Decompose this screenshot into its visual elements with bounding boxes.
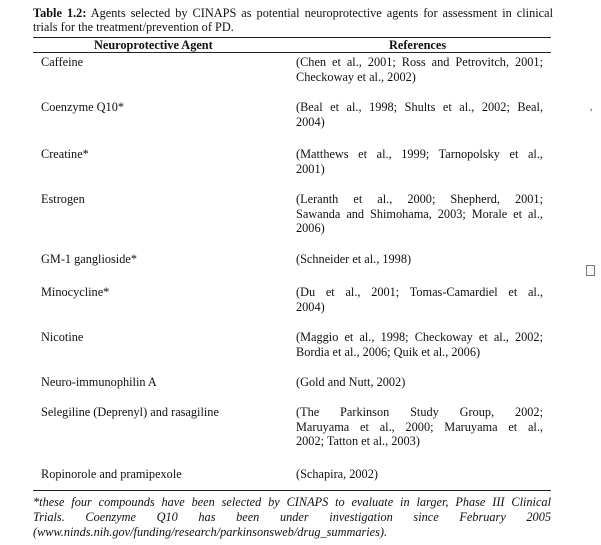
agent-cell: Coenzyme Q10* (41, 100, 124, 114)
table-footnote (33, 495, 551, 540)
column-header-references: References (389, 38, 447, 52)
footer-rule (33, 490, 551, 491)
right-margin-mark: , (590, 102, 593, 112)
reference-line: Sawanda and Shimohama, 2003; Morale et al., (296, 206, 543, 221)
reference-line: (Leranth et al., 2000; Shepherd, 2001; (296, 192, 543, 206)
reference-line: Maruyama et al., 2000; Maruyama et al., (296, 419, 543, 434)
agent-cell: Minocycline* (41, 285, 110, 299)
references-cell (296, 405, 543, 449)
reference-line: (Gold and Nutt, 2002) (296, 375, 406, 389)
references-cell (296, 252, 543, 267)
reference-line: (The Parkinson Study Group, 2002; (296, 405, 543, 419)
reference-line: 2004) (296, 299, 325, 314)
header-bottom-rule (33, 52, 551, 53)
reference-line: (Matthews et al., 1999; Tarnopolsky et al., (296, 147, 543, 161)
reference-line: (Du et al., 2001; Tomas-Camardiel et al., (296, 285, 543, 299)
references-cell (296, 330, 543, 359)
column-header-agent: Neuroprotective Agent (94, 38, 213, 52)
reference-line: 2002; Tatton et al., 2003) (296, 434, 420, 448)
references-cell (296, 147, 543, 176)
reference-line: 2001) (296, 161, 325, 176)
references-cell (296, 100, 543, 129)
agent-cell: Ropinorole and pramipexole (41, 467, 182, 481)
reference-line: 2004) (296, 114, 325, 129)
references-cell (296, 192, 543, 236)
agent-cell: Estrogen (41, 192, 85, 206)
footnote-line: (www.ninds.nih.gov/funding/research/parkinsonsweb/drug_summaries). (33, 525, 388, 539)
reference-line: (Maggio et al., 1998; Checkoway et al., 2002; (296, 330, 543, 344)
footnote-line: Trials. Coenzyme Q10 has been under investigation since February 2005 (33, 510, 551, 524)
reference-line: (Beal et al., 1998; Shults et al., 2002; Beal, (296, 100, 543, 114)
reference-line: Bordia et al., 2006; Quik et al., 2006) (296, 344, 481, 359)
agent-cell: Neuro-immunophilin A (41, 375, 157, 389)
references-cell (296, 467, 543, 482)
agent-cell: Selegiline (Deprenyl) and rasagiline (41, 405, 219, 419)
reference-line: (Schneider et al., 1998) (296, 252, 412, 266)
footnote-line: *these four compounds have been selected by CINAPS to evaluate in larger, Phase III Clinical (33, 495, 551, 509)
agent-cell: GM-1 ganglioside* (41, 252, 137, 266)
references-cell (296, 55, 543, 84)
reference-line: (Chen et al., 2001; Ross and Petrovitch, 2001; (296, 55, 543, 69)
references-cell (296, 375, 543, 390)
agent-cell: Creatine* (41, 147, 89, 161)
table-caption (33, 6, 553, 34)
reference-line: (Schapira, 2002) (296, 467, 378, 481)
references-cell (296, 285, 543, 314)
agent-cell: Nicotine (41, 330, 84, 344)
reference-line: 2006) (296, 221, 325, 235)
reference-line: Checkoway et al., 2002) (296, 69, 416, 84)
agent-cell: Caffeine (41, 55, 84, 69)
table-caption-label: Table 1.2: (33, 6, 87, 20)
table-caption-text: Agents selected by CINAPS as potential neuroprotective agents for assessment in clinical trials for the treatment/prevention of PD. (33, 6, 553, 34)
right-margin-box-icon (586, 265, 595, 276)
